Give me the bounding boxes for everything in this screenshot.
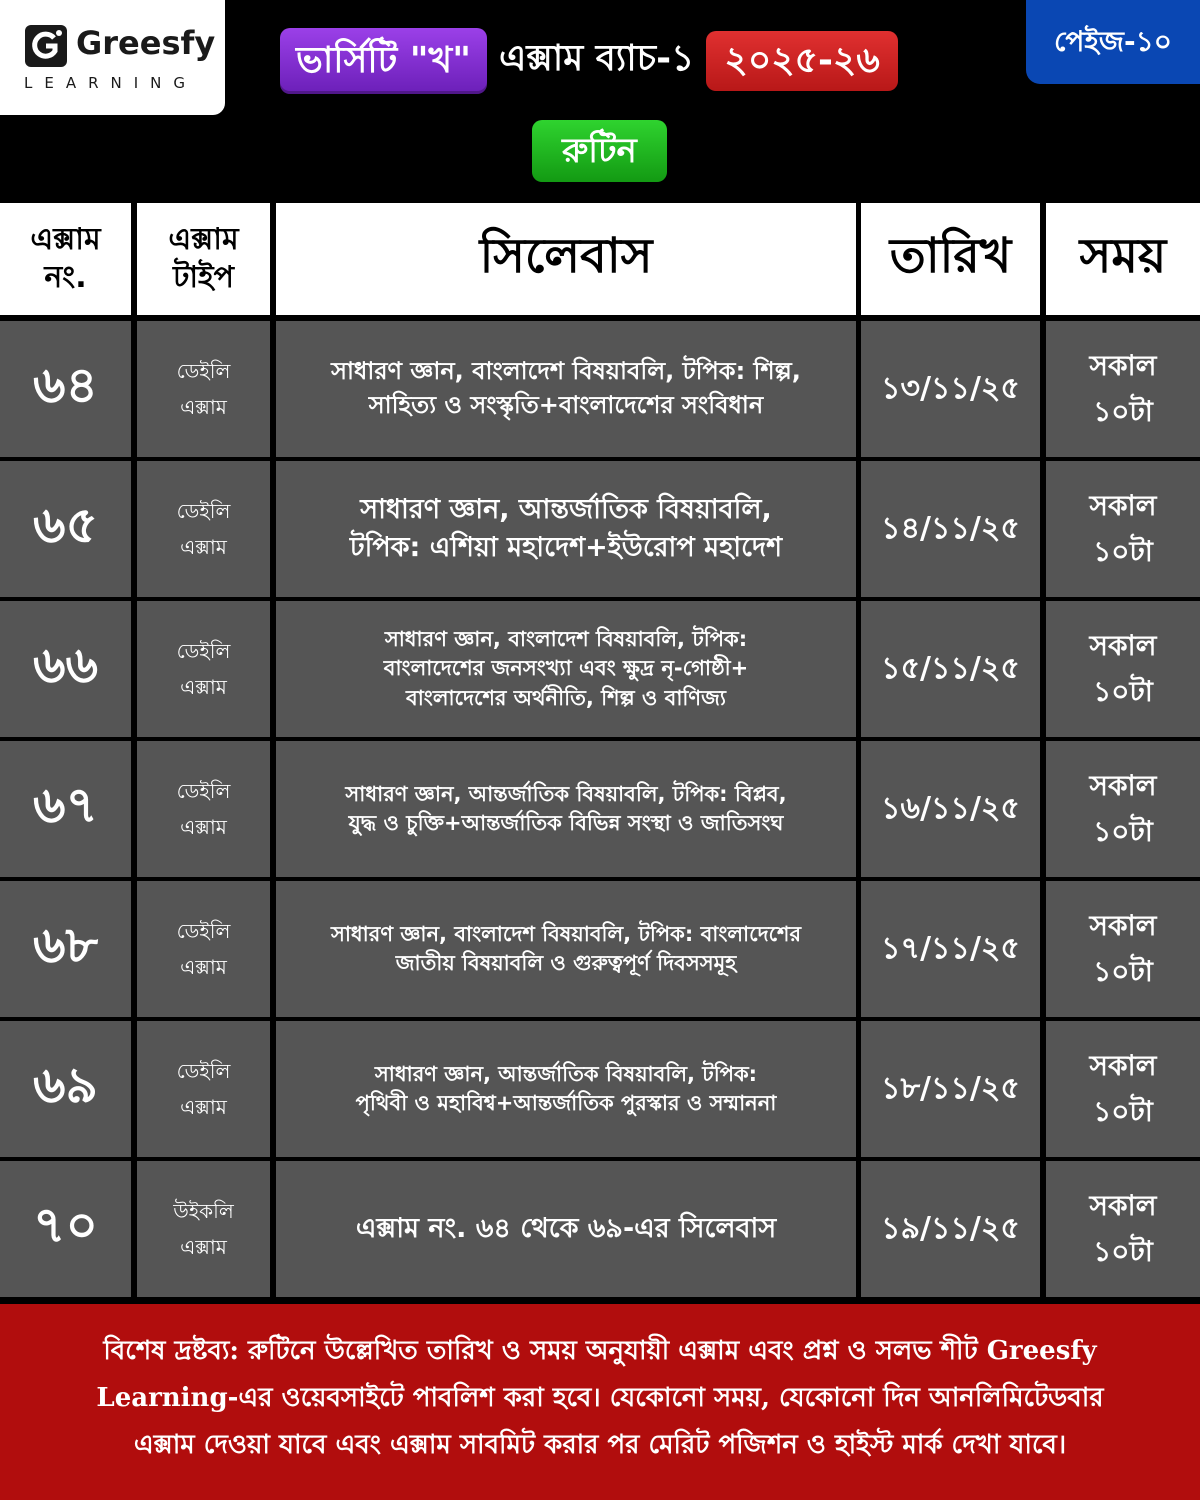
syllabus-line: যুদ্ধ ও চুক্তি+আন্তর্জাতিক বিভিন্ন সংস্থা ও জাতিসংঘ bbox=[348, 811, 784, 835]
syllabus-line: সাধারণ জ্ঞান, আন্তর্জাতিক বিষয়াবলি, bbox=[360, 494, 772, 526]
header-exam-type bbox=[137, 203, 270, 315]
header bbox=[0, 0, 1200, 200]
brand-name: Greesfy bbox=[76, 24, 216, 62]
exam-time bbox=[1046, 321, 1200, 457]
exam-date: ১৭/১১/২৫ bbox=[861, 881, 1040, 1017]
syllabus-line: সাধারণ জ্ঞান, আন্তর্জাতিক বিষয়াবলি, টপিক: বিপ্লব, bbox=[345, 781, 787, 806]
header-date: তারিখ bbox=[861, 203, 1040, 315]
exam-type-line2: এক্সাম bbox=[180, 955, 227, 979]
table-row bbox=[0, 321, 1200, 457]
brand-subtitle: LEARNING bbox=[24, 74, 198, 92]
header-time: সময় bbox=[1046, 203, 1200, 315]
exam-time bbox=[1046, 881, 1200, 1017]
time-line1: সকাল bbox=[1089, 909, 1157, 942]
exam-time bbox=[1046, 1161, 1200, 1297]
table-header bbox=[0, 200, 1200, 318]
syllabus bbox=[276, 741, 856, 877]
syllabus bbox=[276, 1021, 856, 1157]
table-row bbox=[0, 601, 1200, 737]
exam-type-line1: ডেইলি bbox=[176, 1059, 231, 1083]
exam-type-line1: ডেইলি bbox=[176, 779, 231, 803]
syllabus bbox=[276, 881, 856, 1017]
syllabus-line: সাধারণ জ্ঞান, বাংলাদেশ বিষয়াবলি, টপিক: বাংলাদেশের bbox=[330, 921, 802, 946]
routine-badge: রুটিন bbox=[532, 120, 667, 182]
time-line2: ১০টা bbox=[1093, 815, 1153, 848]
exam-type bbox=[137, 461, 270, 597]
header-exam-no-line2: নং. bbox=[44, 260, 87, 295]
exam-date: ১৯/১১/২৫ bbox=[861, 1161, 1040, 1297]
exam-type-line1: ডেইলি bbox=[176, 499, 231, 523]
exam-type-line1: উইকলি bbox=[173, 1199, 234, 1223]
exam-number: ৭০ bbox=[0, 1161, 131, 1297]
brand-logo bbox=[0, 0, 225, 115]
greesfy-g-logo-icon bbox=[24, 24, 68, 68]
table-row bbox=[0, 1021, 1200, 1157]
year-badge: ২০২৫-২৬ bbox=[706, 31, 897, 91]
exam-type-line2: এক্সাম bbox=[180, 1095, 227, 1119]
syllabus-line: এক্সাম নং. ৬৪ থেকে ৬৯-এর সিলেবাস bbox=[355, 1213, 777, 1245]
header-exam-type-line2: টাইপ bbox=[172, 260, 234, 295]
exam-time bbox=[1046, 741, 1200, 877]
time-line2: ১০টা bbox=[1093, 395, 1153, 428]
syllabus-line: জাতীয় বিষয়াবলি ও গুরুত্বপূর্ণ দিবসসমূহ bbox=[395, 951, 737, 975]
syllabus bbox=[276, 1161, 856, 1297]
time-line1: সকাল bbox=[1089, 489, 1157, 522]
time-line1: সকাল bbox=[1089, 349, 1157, 382]
exam-type-line1: ডেইলি bbox=[176, 919, 231, 943]
exam-date: ১৬/১১/২৫ bbox=[861, 741, 1040, 877]
exam-number: ৬৯ bbox=[0, 1021, 131, 1157]
exam-type bbox=[137, 881, 270, 1017]
exam-number: ৬৫ bbox=[0, 461, 131, 597]
exam-type bbox=[137, 741, 270, 877]
time-line1: সকাল bbox=[1089, 1049, 1157, 1082]
exam-type bbox=[137, 1021, 270, 1157]
exam-number: ৬৭ bbox=[0, 741, 131, 877]
syllabus-line: বাংলাদেশের জনসংখ্যা এবং ক্ষুদ্র নৃ-গোষ্ঠী+ bbox=[383, 656, 749, 681]
exam-date: ১৫/১১/২৫ bbox=[861, 601, 1040, 737]
exam-type bbox=[137, 1161, 270, 1297]
syllabus bbox=[276, 601, 856, 737]
table-row bbox=[0, 1161, 1200, 1297]
special-note bbox=[0, 1304, 1200, 1500]
exam-type-line2: এক্সাম bbox=[180, 815, 227, 839]
time-line1: সকাল bbox=[1089, 769, 1157, 802]
exam-time bbox=[1046, 461, 1200, 597]
syllabus-line: সাধারণ জ্ঞান, আন্তর্জাতিক বিষয়াবলি, টপিক: bbox=[374, 1061, 758, 1086]
batch-title: এক্সাম ব্যাচ-১ bbox=[498, 38, 695, 79]
title-row bbox=[280, 28, 898, 94]
exam-number: ৬৮ bbox=[0, 881, 131, 1017]
exam-type bbox=[137, 601, 270, 737]
syllabus bbox=[276, 321, 856, 457]
time-line2: ১০টা bbox=[1093, 1095, 1153, 1128]
time-line2: ১০টা bbox=[1093, 675, 1153, 708]
header-syllabus: সিলেবাস bbox=[276, 203, 856, 315]
time-line1: সকাল bbox=[1089, 1189, 1157, 1222]
exam-date: ১৪/১১/২৫ bbox=[861, 461, 1040, 597]
table-row bbox=[0, 741, 1200, 877]
time-line2: ১০টা bbox=[1093, 535, 1153, 568]
exam-date: ১৮/১১/২৫ bbox=[861, 1021, 1040, 1157]
routine-table bbox=[0, 200, 1200, 1302]
exam-type-line1: ডেইলি bbox=[176, 639, 231, 663]
time-line1: সকাল bbox=[1089, 629, 1157, 662]
exam-type-line2: এক্সাম bbox=[180, 395, 227, 419]
table-row bbox=[0, 881, 1200, 1017]
exam-time bbox=[1046, 601, 1200, 737]
syllabus-line: টপিক: এশিয়া মহাদেশ+ইউরোপ মহাদেশ bbox=[349, 532, 783, 563]
syllabus-line: সাহিত্য ও সংস্কৃতি+বাংলাদেশের সংবিধান bbox=[368, 391, 764, 419]
syllabus-line: বাংলাদেশের অর্থনীতি, শিল্প ও বাণিজ্য bbox=[406, 685, 726, 710]
table-row bbox=[0, 461, 1200, 597]
syllabus-line: সাধারণ জ্ঞান, বাংলাদেশ বিষয়াবলি, টপিক: bbox=[384, 626, 748, 651]
header-exam-no bbox=[0, 203, 131, 315]
exam-number: ৬৬ bbox=[0, 601, 131, 737]
note-line1: বিশেষ দ্রষ্টব্য: রুটিনে উল্লেখিত তারিখ ও সময় অনুযায়ী এক্সাম এবং প্রশ্ন ও সলভ শীট Greesfy bbox=[103, 1336, 1097, 1366]
exam-type-line2: এক্সাম bbox=[180, 535, 227, 559]
varsity-badge: ভার্সিটি "খ" bbox=[280, 28, 487, 94]
exam-number: ৬৪ bbox=[0, 321, 131, 457]
exam-time bbox=[1046, 1021, 1200, 1157]
syllabus-line: সাধারণ জ্ঞান, বাংলাদেশ বিষয়াবলি, টপিক: শিল্প, bbox=[331, 357, 801, 386]
syllabus-line: পৃথিবী ও মহাবিশ্ব+আন্তর্জাতিক পুরস্কার ও সম্মাননা bbox=[355, 1091, 777, 1115]
exam-type-line2: এক্সাম bbox=[180, 675, 227, 699]
header-exam-no-line1: এক্সাম bbox=[30, 222, 101, 257]
syllabus bbox=[276, 461, 856, 597]
page-number-badge: পেইজ-১০ bbox=[1026, 0, 1200, 84]
exam-type-line1: ডেইলি bbox=[176, 359, 231, 383]
exam-type bbox=[137, 321, 270, 457]
time-line2: ১০টা bbox=[1093, 955, 1153, 988]
note-line2: Learning-এর ওয়েবসাইটে পাবলিশ করা হবে। যেকোনো সময়, যেকোনো দিন আনলিমিটেডবার bbox=[96, 1383, 1104, 1413]
header-exam-type-line1: এক্সাম bbox=[168, 222, 239, 257]
time-line2: ১০টা bbox=[1093, 1235, 1153, 1268]
exam-type-line2: এক্সাম bbox=[180, 1235, 227, 1259]
exam-date: ১৩/১১/২৫ bbox=[861, 321, 1040, 457]
note-line3: এক্সাম দেওয়া যাবে এবং এক্সাম সাবমিট করার পর মেরিট পজিশন ও হাইস্ট মার্ক দেখা যাবে। bbox=[133, 1430, 1067, 1460]
